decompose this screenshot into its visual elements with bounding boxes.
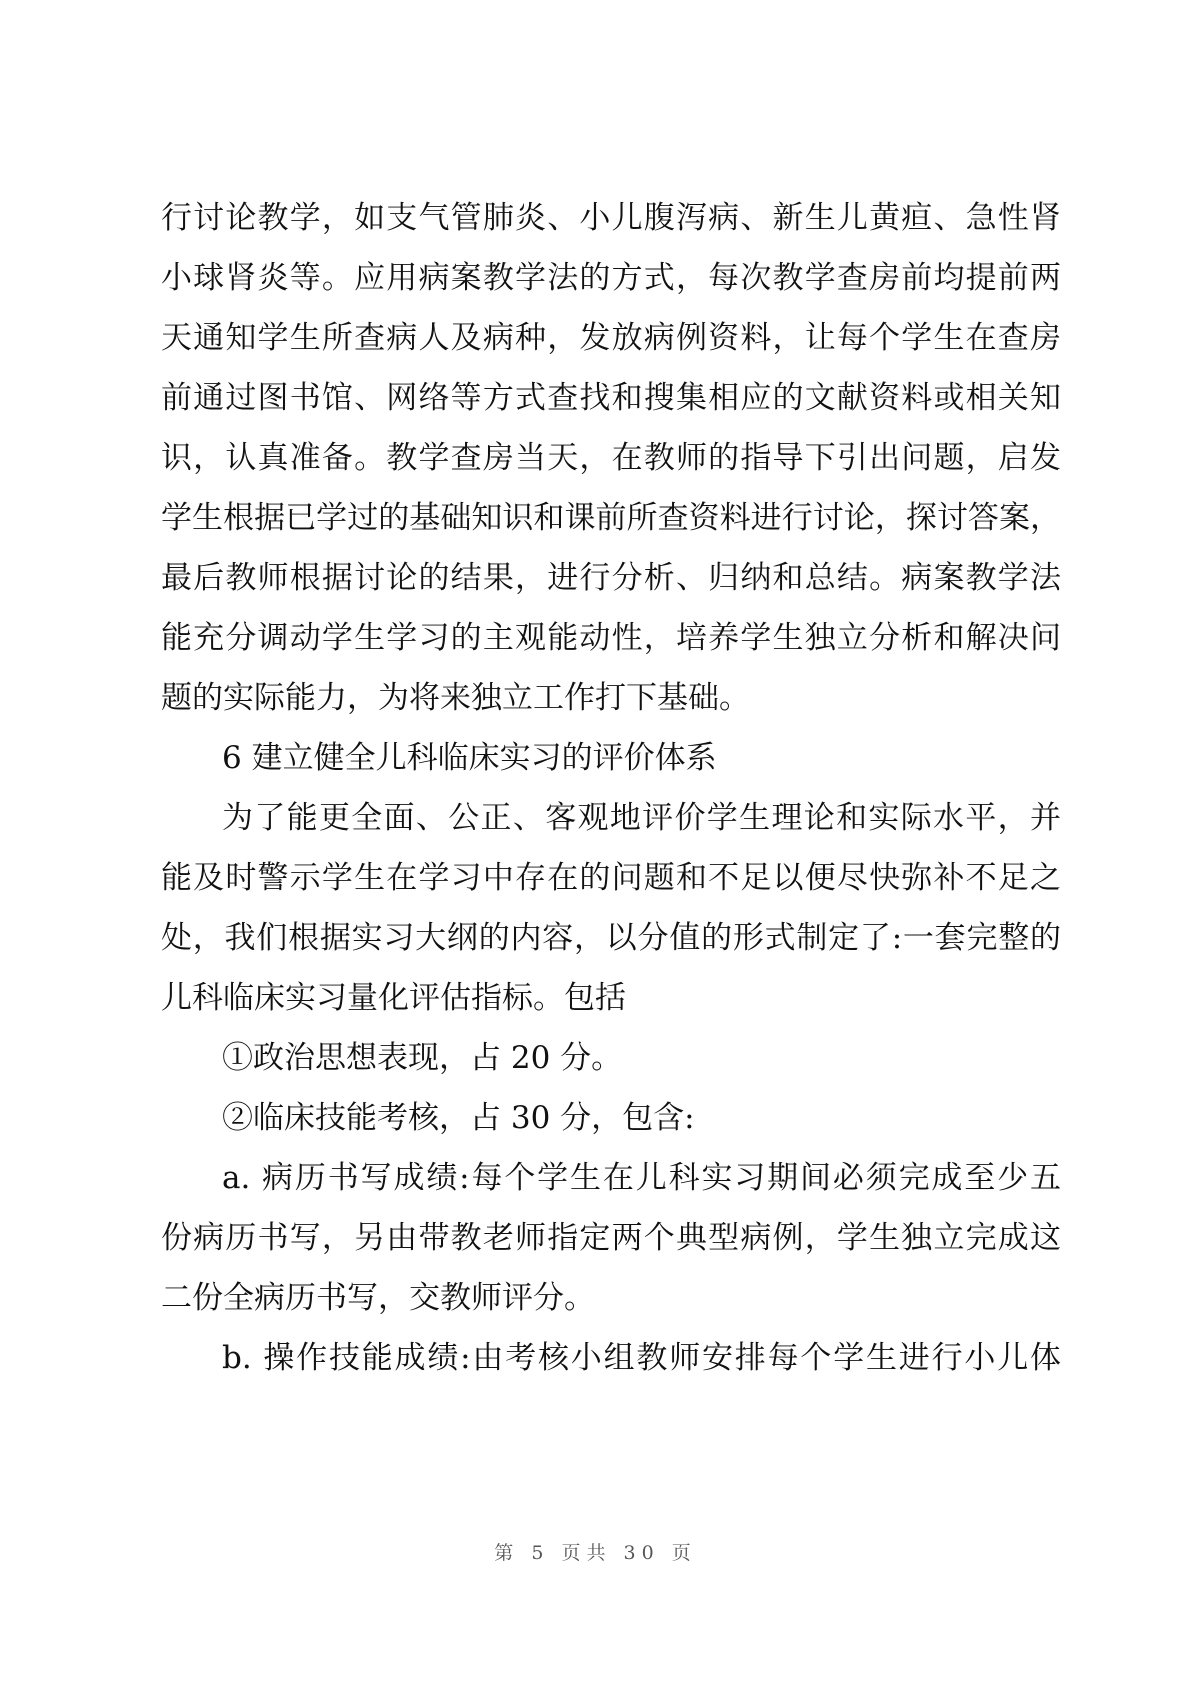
body-text-line: 题的实际能力，为将来独立工作打下基础。 — [161, 680, 750, 716]
body-text-line: 儿科临床实习量化评估指标。包括 — [161, 980, 626, 1016]
body-text-line: 能充分调动学生学习的主观能动性，培养学生独立分析和解决问 — [161, 620, 1061, 656]
body-text-line: 处，我们根据实习大纲的内容，以分值的形式制定了:一套完整的 — [161, 920, 1061, 956]
body-text-line: 小球肾炎等。应用病案教学法的方式，每次教学查房前均提前两 — [161, 260, 1061, 296]
body-text-line: b. 操作技能成绩:由考核小组教师安排每个学生进行小儿体 — [222, 1340, 1061, 1376]
body-text-line: 份病历书写，另由带教老师指定两个典型病例，学生独立完成这 — [161, 1220, 1061, 1256]
body-text-line: 为了能更全面、公正、客观地评价学生理论和实际水平，并 — [222, 800, 1061, 836]
body-text-line: 前通过图书馆、网络等方式查找和搜集相应的文献资料或相关知 — [161, 380, 1061, 416]
body-text-line: 学生根据已学过的基础知识和课前所查资料进行讨论，探讨答案， — [161, 500, 1061, 536]
page-number-footer: 第 5 页共 30 页 — [494, 1542, 697, 1564]
body-text-line: 能及时警示学生在学习中存在的问题和不足以便尽快弥补不足之 — [161, 860, 1061, 896]
list-item: ①政治思想表现，占 20 分。 — [222, 1040, 623, 1076]
body-text-line: 最后教师根据讨论的结果，进行分析、归纳和总结。病案教学法 — [161, 560, 1061, 596]
body-text-line: 行讨论教学，如支气管肺炎、小儿腹泻病、新生儿黄疸、急性肾 — [161, 200, 1061, 236]
section-heading: 6 建立健全儿科临床实习的评价体系 — [222, 740, 717, 776]
body-text-line: 识，认真准备。教学查房当天，在教师的指导下引出问题，启发 — [161, 440, 1061, 476]
body-text-line: a. 病历书写成绩:每个学生在儿科实习期间必须完成至少五 — [222, 1160, 1061, 1196]
body-text-line: 天通知学生所查病人及病种，发放病例资料，让每个学生在查房 — [161, 320, 1061, 356]
body-text-line: 二份全病历书写，交教师评分。 — [161, 1280, 595, 1316]
list-item: ②临床技能考核，占 30 分，包含: — [222, 1100, 695, 1136]
